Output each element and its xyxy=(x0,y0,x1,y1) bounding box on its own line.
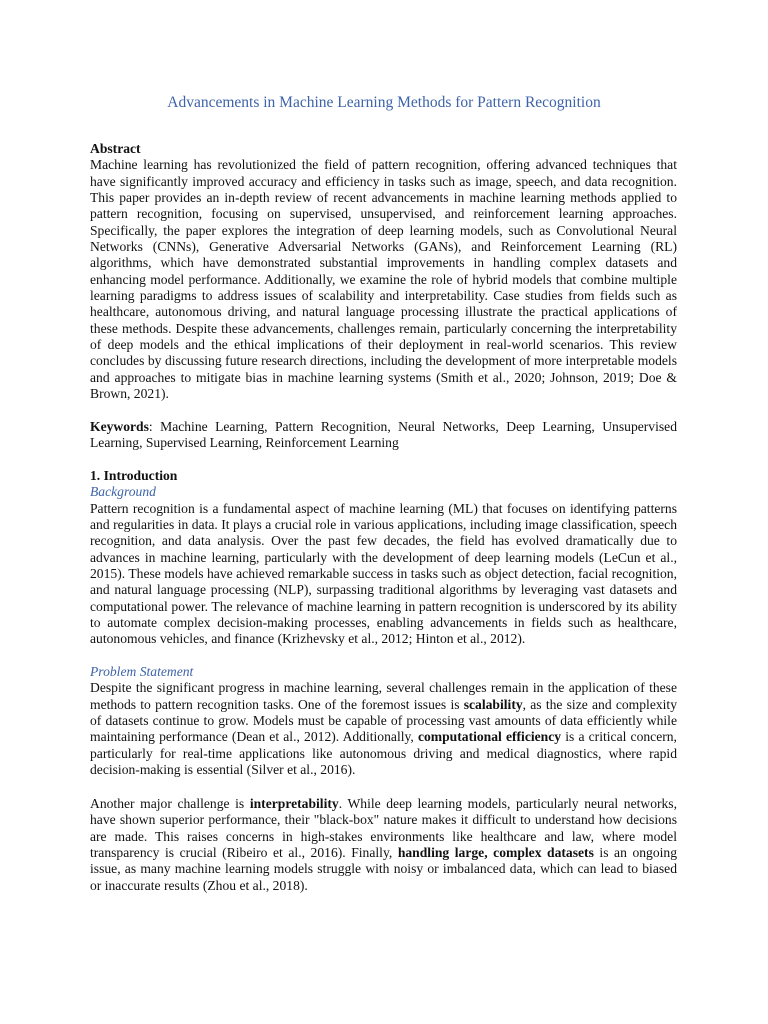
abstract-heading: Abstract xyxy=(90,141,141,156)
problem-p1-text-1: Despite the significant progress in machine learning, several challenges remain in the application of these methods to pattern recognition tasks. One of the foremost issues is xyxy=(90,680,677,712)
scalability-term: scalability xyxy=(463,696,523,712)
problem-p2-text-3: is an ongoing issue, as many machine learning models struggle with noisy or imbalanced data, which can lead to biased or inaccurate results (Zhou et al., 2018). xyxy=(90,845,678,893)
abstract-text: Machine learning has revolutionized the field of pattern recognition, offering advanced techniques that have significantly improved accuracy and efficiency in tasks such as image, speech, and data recognition. This paper provides an in-depth review of recent advancements in machine learning methods applied to pattern recognition, focusing on supervised, unsupervised, and reinforcement learning approaches. Specifically, the paper explores the integration of deep learning models, such as Convolutional Neural Networks (CNNs), Generative Adversarial Networks (GANs), and Reinforcement Learning (RL) algorithms, which have demonstrated substantial improvements in handling complex datasets and enhancing model performance. Additionally, we examine the role of hybrid models that combine multiple learning paradigms to address issues of scalability and interpretability. Case studies from fields such as healthcare, autonomous driving, and natural language processing illustrate the practical applications of these methods. Despite these advancements, challenges remain, particularly concerning the interpretability of deep models and the ethical implications of their deployment in real-world scenarios. This review concludes by discussing future research directions, including the development of more interpretable models and approaches to mitigate bias in machine learning systems (Smith et al., 2020; Johnson, 2019; Doe & Brown, 2021). xyxy=(90,157,677,402)
problem-p1-text-2: , as the size and complexity of datasets continue to grow. Models must be capable of processing vast amounts of data efficiently while maintaining performance (Dean et al., 2012). Additionally, xyxy=(90,696,677,745)
problem-p2-text-2: . While deep learning models, particularly neural networks, have shown superior performance, their "black-box" nature makes it difficult to understand how decisions are made. This raises concerns in high-stakes environments like healthcare and law, where model transparency is crucial (Ribeiro et al., 2016). Finally, xyxy=(90,796,678,861)
problem-p1-text-3: is a critical concern, particularly for real-time applications like autonomous driving and medical diagnostics, where rapid decision-making is essential (Silver et al., 2016). xyxy=(90,729,677,778)
keywords-text: : Machine Learning, Pattern Recognition, Neural Networks, Deep Learning, Unsupervised Learning, Supervised Learning, Reinforcement Learning xyxy=(90,419,677,451)
interpretability-term: interpretability xyxy=(249,796,339,811)
keywords-section xyxy=(90,419,677,452)
problem-paragraph-2 xyxy=(90,796,677,894)
problem-paragraph-2-section xyxy=(90,796,677,894)
problem-statement-section xyxy=(90,664,677,778)
computational-efficiency-term: computational efficiency xyxy=(417,729,562,745)
problem-statement-heading: Problem Statement xyxy=(90,664,194,679)
problem-paragraph-1 xyxy=(90,680,677,778)
introduction-section xyxy=(90,468,677,648)
background-heading: Background xyxy=(90,484,156,500)
keywords-label: Keywords xyxy=(90,419,149,434)
handling-datasets-term: handling large, complex datasets xyxy=(397,845,594,861)
introduction-heading: 1. Introduction xyxy=(90,468,178,483)
document-title: Advancements in Machine Learning Methods for Pattern Recognition xyxy=(167,94,601,111)
abstract-section xyxy=(90,141,677,403)
keywords-paragraph xyxy=(90,419,677,452)
problem-p2-text-1: Another major challenge is xyxy=(90,796,250,811)
background-text: Pattern recognition is a fundamental aspect of machine learning (ML) that focuses on identifying patterns and regularities in data. It plays a crucial role in various applications, including image classification, speech recognition, and data analysis. Over the past few decades, the field has evolved dramatically due to advances in machine learning, particularly with the development of deep learning models (LeCun et al., 2015). These models have achieved remarkable success in tasks such as object detection, facial recognition, and natural language processing (NLP), surpassing traditional algorithms by leveraging vast datasets and computational power. The relevance of machine learning in pattern recognition is underscored by its ability to automate complex decision-making processes, enabling advancements in fields such as healthcare, autonomous vehicles, and finance (Krizhevsky et al., 2012; Hinton et al., 2012). xyxy=(90,500,677,647)
